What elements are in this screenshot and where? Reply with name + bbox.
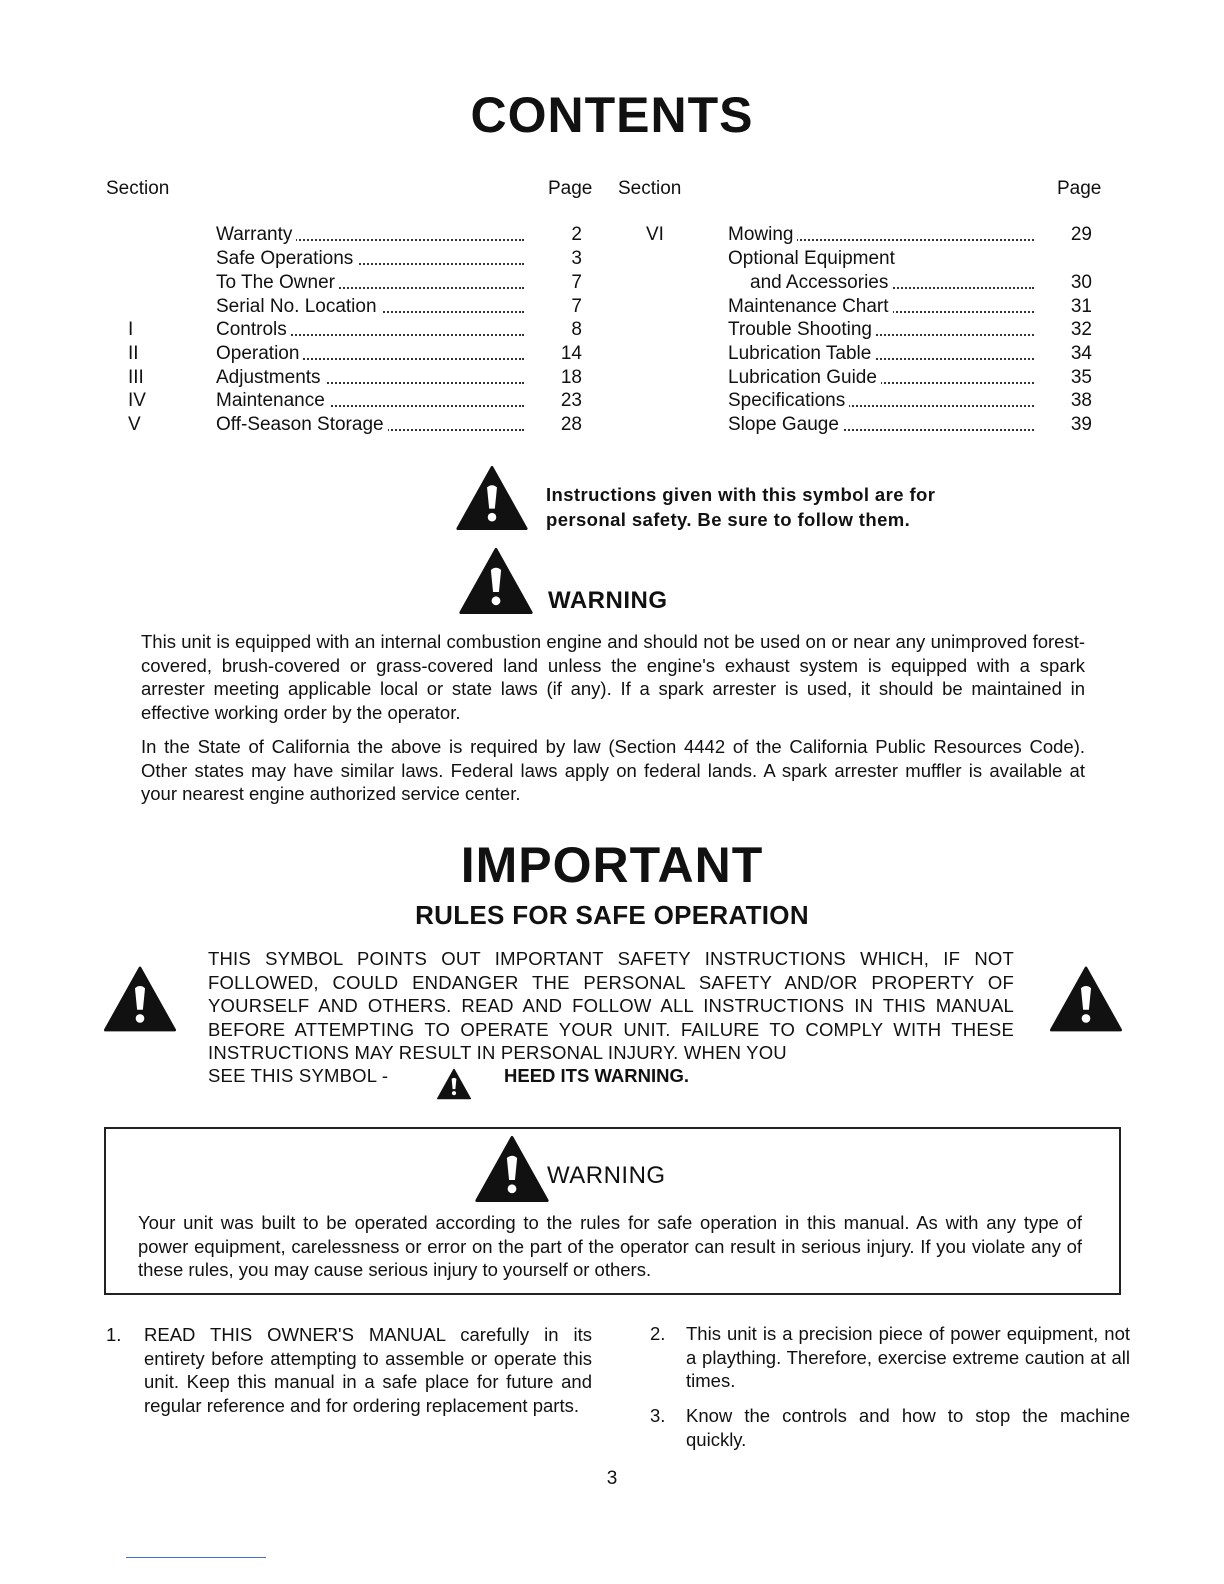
toc-page-number: 28 bbox=[560, 414, 582, 435]
toc-page-number: 14 bbox=[560, 343, 582, 364]
toc-entry-label: Warranty bbox=[216, 223, 524, 247]
warning-triangle-icon bbox=[104, 966, 176, 1032]
important-title: IMPORTANT bbox=[460, 837, 764, 893]
toc-entry-maintenance[interactable] bbox=[0, 389, 620, 413]
rule-item-3 bbox=[650, 1404, 1130, 1454]
toc-page-number: 35 bbox=[1070, 367, 1092, 388]
toc-entry-label: Operation bbox=[216, 342, 524, 366]
toc-entry-maintenance-chart[interactable] bbox=[620, 295, 1100, 319]
box-warning-heading: WARNING bbox=[547, 1162, 666, 1189]
toc-entry-label: To The Owner bbox=[216, 271, 524, 295]
toc-entry-label: Controls bbox=[216, 318, 524, 342]
safety-note-line1: Instructions given with this symbol are for bbox=[546, 484, 936, 505]
toc-section-number: II bbox=[128, 343, 139, 364]
toc-page-number: 7 bbox=[571, 296, 582, 317]
rule-text: This unit is a precision piece of power equipment, not a plaything. Therefore, exercise extreme caution at all times. bbox=[686, 1323, 1130, 1391]
rule-item-1 bbox=[106, 1323, 592, 1443]
spark-arrester-paragraph: This unit is equipped with an internal combustion engine and should not be used on or near any unimproved forest-covered, brush-covered or grass-covered land unless the engine's exhaust system is equipped with a spark arrester meeting applicable local or state laws (if any). If a spark arrester is used, it should be maintained in effective working order by the operator. bbox=[141, 631, 1085, 723]
safety-note bbox=[546, 482, 935, 532]
toc-page-number: 23 bbox=[560, 390, 582, 411]
rule-text: READ THIS OWNER'S MANUAL carefully in its entirety before attempting to assemble or operate this unit. Keep this manual in a safe place for future and regular reference and for ordering replacement parts. bbox=[144, 1324, 592, 1416]
see-this-symbol-text: SEE THIS SYMBOL - bbox=[208, 1065, 389, 1086]
toc-entry-label: Safe Operations bbox=[216, 247, 524, 271]
toc-section-number: V bbox=[128, 414, 141, 435]
rule-item-2 bbox=[650, 1322, 1130, 1394]
california-law-paragraph: In the State of California the above is required by law (Section 4442 of the California Public Resources Code). Other states may have similar laws. Federal laws apply on federal lands. A spark arrester muffler is available at your nearest engine authorized service center. bbox=[141, 736, 1085, 804]
toc-page-number: 31 bbox=[1070, 296, 1092, 317]
box-warning-text: Your unit was built to be operated according to the rules for safe operation in this manual. As with any type of power equipment, carelessness or error on the part of the operator can result in serious injury. If you violate any of these rules, you may cause serious injury to yourself or others. bbox=[138, 1212, 1082, 1280]
toc-entry-operation[interactable] bbox=[0, 342, 620, 366]
toc-entry-label: Optional Equipment bbox=[728, 247, 1034, 271]
toc-page-number: 32 bbox=[1070, 319, 1092, 340]
toc-section-header-left: Section bbox=[106, 178, 170, 199]
rule-number: 2. bbox=[650, 1323, 666, 1344]
toc-entry-controls[interactable] bbox=[0, 318, 620, 342]
toc-page-header-right: Page bbox=[1057, 178, 1102, 199]
toc-entry-label: Adjustments bbox=[216, 366, 524, 390]
toc-section-number: I bbox=[128, 319, 134, 340]
toc-entry-adjustments[interactable] bbox=[0, 366, 620, 390]
toc-page-header-left: Page bbox=[548, 178, 593, 199]
warning-triangle-icon bbox=[1050, 966, 1122, 1032]
toc-page-number: 7 bbox=[571, 272, 582, 293]
toc-entry-label: Maintenance bbox=[216, 389, 524, 413]
heed-warning-text: HEED ITS WARNING. bbox=[504, 1065, 690, 1086]
toc-entry-lubrication-guide[interactable] bbox=[620, 366, 1100, 390]
toc-entry-serial-no-location[interactable] bbox=[0, 295, 620, 319]
warning-triangle-icon bbox=[437, 1068, 471, 1100]
warning-triangle-icon bbox=[455, 466, 529, 530]
toc-entry-warranty[interactable] bbox=[0, 223, 620, 247]
toc-entry-off-season-storage[interactable] bbox=[0, 413, 620, 437]
toc-page-number: 30 bbox=[1070, 272, 1092, 293]
safety-note-line2: personal safety. Be sure to follow them. bbox=[546, 509, 911, 530]
toc-entry-label: Off-Season Storage bbox=[216, 413, 524, 437]
toc-section-number: VI bbox=[646, 224, 664, 245]
rule-number: 1. bbox=[106, 1324, 122, 1345]
toc-section-number: III bbox=[128, 367, 144, 388]
toc-entry-lubrication-table[interactable] bbox=[620, 342, 1100, 366]
toc-page-number: 34 bbox=[1070, 343, 1092, 364]
toc-page-number: 3 bbox=[571, 248, 582, 269]
toc-entry-label: Trouble Shooting bbox=[728, 318, 1034, 342]
toc-entry-optional-equipment[interactable] bbox=[620, 247, 1100, 271]
warning-triangle-icon bbox=[474, 1136, 550, 1202]
toc-page-number: 2 bbox=[571, 224, 582, 245]
rule-number: 3. bbox=[650, 1405, 666, 1426]
toc-page-number: 38 bbox=[1070, 390, 1092, 411]
toc-entry-label: and Accessories bbox=[750, 271, 1034, 295]
toc-entry-mowing[interactable] bbox=[620, 223, 1100, 247]
toc-page-number: 18 bbox=[560, 367, 582, 388]
toc-section-number: IV bbox=[128, 390, 146, 411]
toc-page-number: 8 bbox=[571, 319, 582, 340]
toc-page-number: 39 bbox=[1070, 414, 1092, 435]
toc-entry-slope-gauge[interactable] bbox=[620, 413, 1100, 437]
toc-page-number: 29 bbox=[1070, 224, 1092, 245]
toc-entry-specifications[interactable] bbox=[620, 389, 1100, 413]
toc-entry-to-the-owner[interactable] bbox=[0, 271, 620, 295]
toc-entry-label: Lubrication Table bbox=[728, 342, 1034, 366]
toc-entry-label: Mowing bbox=[728, 223, 1034, 247]
contents-title: CONTENTS bbox=[470, 87, 754, 143]
toc-section-header-right: Section bbox=[618, 178, 682, 199]
footer-divider bbox=[126, 1557, 266, 1558]
toc-entry-label: Slope Gauge bbox=[728, 413, 1034, 437]
page-number: 3 bbox=[606, 1468, 618, 1489]
warning-triangle-icon bbox=[458, 548, 534, 614]
safety-symbol-explanation: THIS SYMBOL POINTS OUT IMPORTANT SAFETY INSTRUCTIONS WHICH, IF NOT FOLLOWED, COULD ENDANGER THE PERSONAL SAFETY AND/OR PROPERTY OF YOURSELF AND OTHERS. READ AND FOLLOW ALL INSTRUCTIONS IN THIS MANUAL BEFORE ATTEMPTING TO OPERATE YOUR UNIT. FAILURE TO COMPLY WITH THESE INSTRUCTIONS MAY RESULT IN PERSONAL INJURY. WHEN YOU bbox=[208, 948, 1014, 1063]
warning-heading: WARNING bbox=[548, 587, 668, 614]
toc-entry-accessories[interactable] bbox=[620, 271, 1100, 295]
toc-entry-label: Specifications bbox=[728, 389, 1034, 413]
rule-text: Know the controls and how to stop the machine quickly. bbox=[686, 1405, 1130, 1450]
toc-entry-label: Lubrication Guide bbox=[728, 366, 1034, 390]
toc-entry-safe-operations[interactable] bbox=[0, 247, 620, 271]
toc-entry-trouble-shooting[interactable] bbox=[620, 318, 1100, 342]
rules-subtitle: RULES FOR SAFE OPERATION bbox=[415, 900, 809, 930]
toc-entry-label: Maintenance Chart bbox=[728, 295, 1034, 319]
toc-entry-label: Serial No. Location bbox=[216, 295, 524, 319]
